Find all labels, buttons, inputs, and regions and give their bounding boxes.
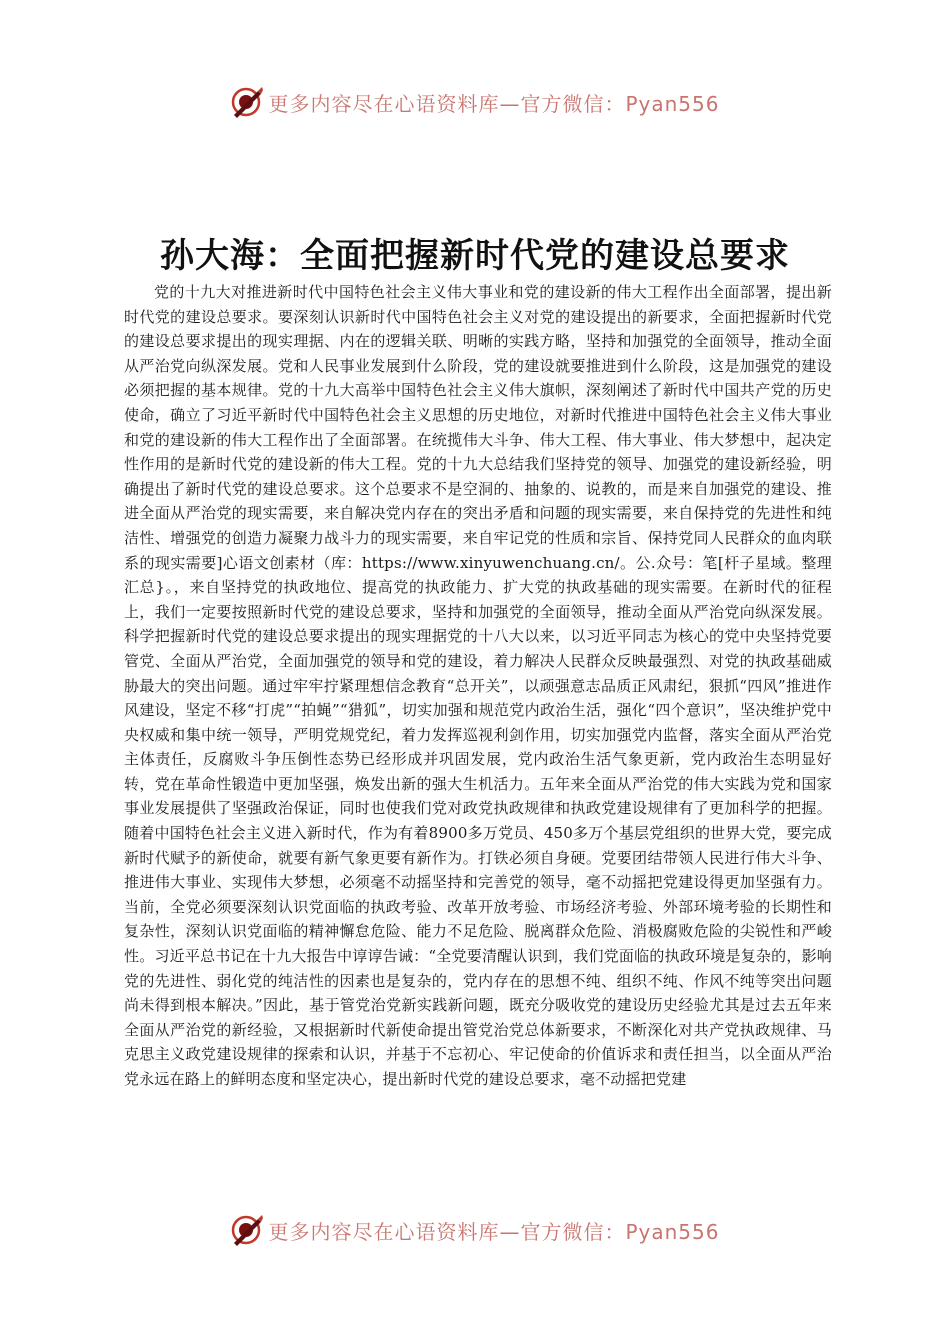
pen-logo-icon (230, 1213, 264, 1247)
pen-logo-icon (230, 85, 264, 119)
banner-text: 更多内容尽在心语资料库—官方微信：Pyan556 (268, 1219, 720, 1244)
banner-text: 更多内容尽在心语资料库—官方微信：Pyan556 (268, 91, 720, 116)
header-banner (0, 80, 950, 124)
footer-banner (0, 1208, 950, 1252)
document-title: 孙大海：全面把握新时代党的建设总要求 (160, 236, 790, 276)
document-body: 党的十九大对推进新时代中国特色社会主义伟大事业和党的建设新的伟大工程作出全面部署，提出新时代党的建设总要求。要深刻认识新时代中国特色社会主义对党的建设提出的新要求，全面把握新时代党的建设总要求提出的现实理据、内在的逻辑关联、明晰的实践方略，坚持和加强党的全面领导，推动全面从严治党向纵深发展。党和人民事业发展到什么阶段，党的建设就要推进到什么阶段，这是加强党的建设必须把握的基本规律。党的十九大高举中国特色社会主义伟大旗帜，深刻阐述了新时代中国共产党的历史使命，确立了习近平新时代中国特色社会主义思想的历史地位，对新时代推进中国特色社会主义伟大事业和党的建设新的伟大工程作出了全面部署。在统揽伟大斗争、伟大工程、伟大事业、伟大梦想中，起决定性作用的是新时代党的建设新的伟大工程。党的十九大总结我们坚持党的领导、加强党的建设新经验，明确提出了新时代党的建设总要求。这个总要求不是空洞的、抽象的、说教的，而是来自加强党的建设、推进全面从严治党的现实需要，来自解决党内存在的突出矛盾和问题的现实需要，来自保持党的先进性和纯洁性、增强党的创造力凝聚力战斗力的现实需要，来自牢记党的性质和宗旨、保持党同人民群众的血肉联系的现实需要]心语文创素材（库：https://www.xinyuwenchuang.cn/。公.众号：笔[杆子星域。整理汇总}。，来自坚持党的执政地位、提高党的执政能力、扩大党的执政基础的现实需要。在新时代的征程上，我们一定要按照新时代党的建设总要求，坚持和加强党的全面领导，推动全面从严治党向纵深发展。科学把握新时代党的建设总要求提出的现实理据党的十八大以来，以习近平同志为核心的党中央坚持党要管党、全面从严治党，全面加强党的领导和党的建设，着力解决人民群众反映最强烈、对党的执政基础威胁最大的突出问题。通过牢牢拧紧理想信念教育“总开关”，以顽强意志品质正风肃纪，狠抓“四风”推进作风建设，坚定不移“打虎”“拍蝇”“猎狐”，切实加强和规范党内政治生活，强化“四个意识”，坚决维护党中央权威和集中统一领导，严明党规党纪，着力发挥巡视利剑作用，切实加强党内监督，落实全面从严治党主体责任，反腐败斗争压倒性态势已经形成并巩固发展，党内政治生活气象更新，党内政治生态明显好转，党在革命性锻造中更加坚强，焕发出新的强大生机活力。五年来全面从严治党的伟大实践为党和国家事业发展提供了坚强政治保证，同时也使我们党对政党执政规律和执政党建设规律有了更加科学的把握。随着中国特色社会主义进入新时代，作为有着8900多万党员、450多万个基层党组织的世界大党，要完成新时代赋予的新使命，就要有新气象更要有新作为。打铁必须自身硬。党要团结带领人民进行伟大斗争、推进伟大事业、实现伟大梦想，必须毫不动摇坚持和完善党的领导，毫不动摇把党建设得更加坚强有力。当前，全党必须要深刻认识党面临的执政考验、改革开放考验、市场经济考验、外部环境考验的长期性和复杂性，深刻认识党面临的精神懈怠危险、能力不足危险、脱离群众危险、消极腐败危险的尖锐性和严峻性。习近平总书记在十九大报告中谆谆告诫：“全党要清醒认识到，我们党面临的执政环境是复杂的，影响党的先进性、弱化党的纯洁性的因素也是复杂的，党内存在的思想不纯、组织不纯、作风不纯等突出问题尚未得到根本解决。”因此，基于管党治党新实践新问题，既充分吸收党的建设历史经验尤其是过去五年来全面从严治党的新经验，又根据新时代新使命提出管党治党总体新要求，不断深化对共产党执政规律、马克思主义政党建设规律的探索和认识，并基于不忘初心、牢记使命的价值诉求和责任担当，以全面从严治党永远在路上的鲜明态度和坚定决心，提出新时代党的建设总要求，毫不动摇把党建 (124, 283, 832, 1088)
